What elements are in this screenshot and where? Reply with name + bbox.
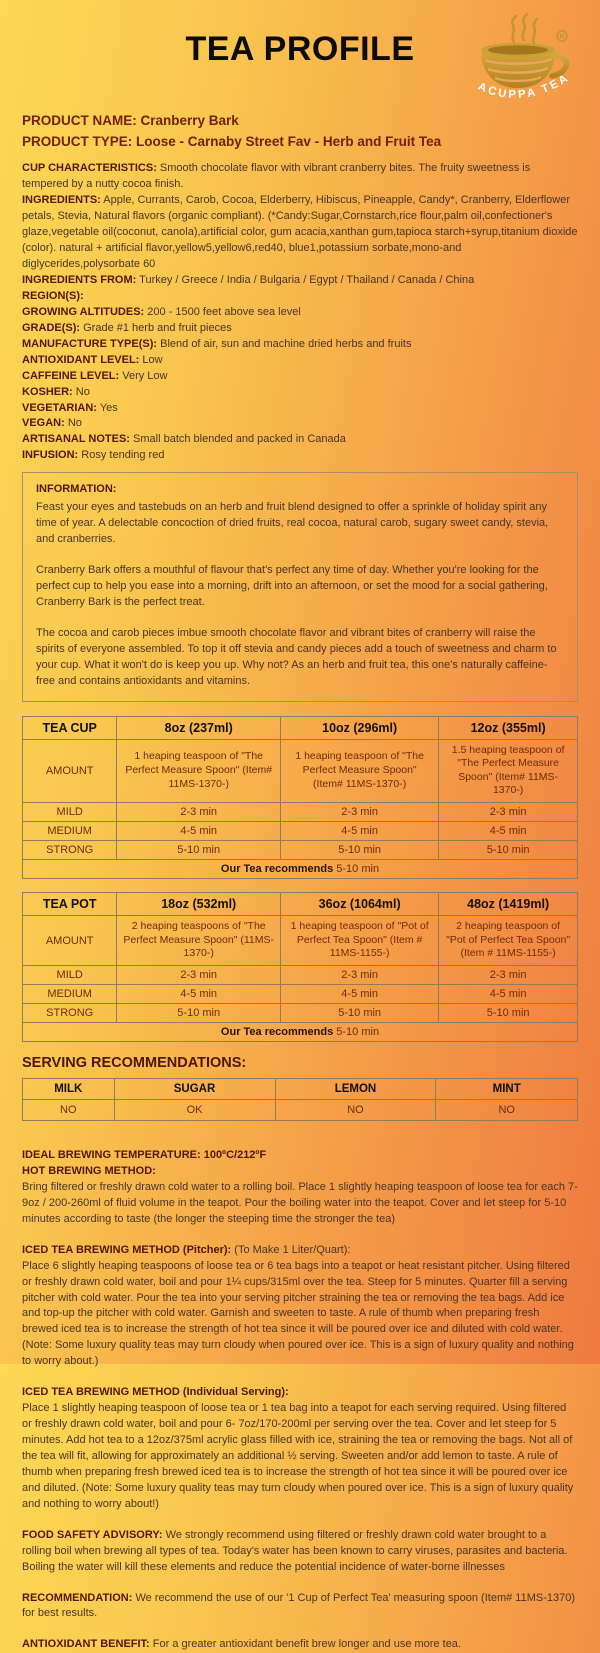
field-value: 200 - 1500 feet above sea level — [147, 305, 301, 318]
product-type-value: Loose - Carnaby Street Fav - Herb and Fruit Tea — [136, 134, 442, 150]
recommendation-row — [23, 1023, 578, 1042]
iced-tea-pitcher-heading — [22, 1243, 578, 1259]
steep-time-cell: 4-5 min — [281, 985, 439, 1004]
table-header-row — [23, 1079, 578, 1100]
field-grades — [22, 321, 578, 337]
serving-value: OK — [114, 1100, 275, 1121]
field-value: No — [67, 417, 82, 430]
size-header: 36oz (1064ml) — [281, 893, 439, 916]
logo-arc-text: ACUPPA TEA — [476, 71, 573, 102]
field-label: CAFFEINE LEVEL: — [22, 369, 120, 382]
size-header: 18oz (532ml) — [117, 893, 281, 916]
steep-time-cell: 4-5 min — [117, 822, 281, 841]
steep-time-cell: 2-3 min — [439, 803, 578, 822]
information-box — [22, 472, 578, 701]
recommend-bold: Our Tea recommends — [220, 1026, 334, 1039]
field-value: Apple, Currants, Carob, Cocoa, Elderberry, Hibiscus, Pineapple, Candy*, Cranberry, Elderflower petals, Stevia, Natural flavors (organic compliant). (*Candy:Sugar,Cornstarch,rice flour,palm oil,confectioner's glaze,vegetable oil(coconut, canola),artificial color, gum acacia,xanthan gum,tapioca starch+syrup,titanium dioxide (color). natural + artificial flavor,yellow5,yellow6,red40, blue1,potassium sorbate,mono-and diglycerides,polysorbate 60 — [22, 194, 578, 271]
field-value: No — [75, 385, 90, 398]
size-header: 8oz (237ml) — [117, 716, 281, 739]
field-vegan — [22, 416, 578, 432]
iced-pitcher-heading-rest: (To Make 1 Liter/Quart): — [231, 1243, 351, 1256]
field-infusion — [22, 448, 578, 464]
field-value: Grade #1 herb and fruit pieces — [83, 321, 232, 334]
field-label: VEGETARIAN: — [22, 401, 97, 414]
serving-value: NO — [23, 1100, 115, 1121]
field-caffeine-level — [22, 369, 578, 385]
steep-time-cell: 5-10 min — [117, 1004, 281, 1023]
note-label: FOOD SAFETY ADVISORY: — [22, 1528, 163, 1541]
tea-cup-title-cell: TEA CUP — [23, 716, 117, 739]
serving-values-row — [23, 1100, 578, 1121]
size-header: 12oz (355ml) — [439, 716, 578, 739]
serving-header: SUGAR — [114, 1079, 275, 1100]
table-header-row — [23, 893, 578, 916]
field-label: CUP CHARACTERISTICS: — [22, 162, 157, 175]
field-value: Smooth chocolate flavor with vibrant cranberry bites. The fruity sweetness is tempered by a nutty cocoa finish. — [22, 162, 531, 191]
hot-brewing-method-heading: HOT BREWING METHOD: — [22, 1164, 156, 1177]
recommendation-note — [22, 1591, 578, 1623]
field-value: Yes — [99, 401, 118, 414]
field-label: KOSHER: — [22, 385, 73, 398]
tea-cup-table — [22, 716, 578, 880]
steep-time-cell: 2-3 min — [117, 966, 281, 985]
amount-row — [23, 916, 578, 966]
serving-value: NO — [436, 1100, 578, 1121]
row-label: MEDIUM — [23, 985, 117, 1004]
note-value: We strongly recommend using filtered or freshly drawn cold water brought to a rolling boil when brewing all types of tea. Today's water has been known to carry viruses, parasites and bacteria. Boiling the water will kill these elements and reduce the potential incidence of water-borne illnesses — [22, 1528, 568, 1573]
document-header — [22, 10, 578, 106]
field-value: Turkey / Greece / India / Bulgaria / Egypt / Thailand / Canada / China — [139, 274, 475, 286]
steep-time-cell: 4-5 min — [117, 985, 281, 1004]
product-type-label: PRODUCT TYPE: — [22, 134, 133, 150]
product-identity — [22, 112, 578, 151]
hot-brewing-method-body: Bring filtered or freshly drawn cold water to a rolling boil. Place 1 slightly heaping teaspoon of loose tea for each 7-9oz / 200-260ml of fluid volume in the teapot. Pour the boiling water into the teapot. Cover and let steep for 5-10 minutes according to taste (the longer the steeping time the stronger the tea) — [22, 1180, 578, 1225]
steep-time-cell: 5-10 min — [439, 841, 578, 860]
field-manufacture-type — [22, 337, 578, 353]
field-regions — [22, 289, 578, 305]
serving-header: LEMON — [275, 1079, 436, 1100]
steep-time-cell: 4-5 min — [281, 822, 439, 841]
mild-row — [23, 803, 578, 822]
recommendation-row — [23, 860, 578, 879]
strong-row — [23, 841, 578, 860]
steep-time-cell: 4-5 min — [439, 985, 578, 1004]
table-recommendation — [23, 860, 578, 879]
field-antioxidant-level — [22, 353, 578, 369]
steep-time-cell: 2-3 min — [281, 803, 439, 822]
size-header: 10oz (296ml) — [281, 716, 439, 739]
amount-cell: 2 heaping teaspoons of "The Perfect Measure Spoon" (11MS-1370-) — [117, 916, 281, 966]
field-label: ARTISANAL NOTES: — [22, 433, 130, 446]
brewing-methods — [22, 1148, 578, 1513]
note-label: ANTIOXIDANT BENEFIT: — [22, 1638, 150, 1651]
row-label: MILD — [23, 803, 117, 822]
field-label: MANUFACTURE TYPE(S): — [22, 337, 158, 350]
amount-cell: 2 heaping teaspoon of "Pot of Perfect Tea Spoon" (Item # 11MS-1155-) — [439, 916, 578, 966]
steam-icon — [512, 14, 537, 43]
strong-row — [23, 1004, 578, 1023]
amount-cell: 1 heaping teaspoon of "Pot of Perfect Tea Spoon" (Item # 11MS-1155-) — [281, 916, 439, 966]
size-header: 48oz (1419ml) — [439, 893, 578, 916]
iced-tea-pitcher-body: Place 6 slightly heaping teaspoons of loose tea or 6 tea bags into a teapot or heat resistant pitcher. Using filtered or freshly drawn cold water, boil and pour 1¼ cups/315ml over the tea. Steep for 5 minutes. Quarter fill a serving pitcher with cold water. Pour the tea into your serving pitcher straining the tea or removing the tea bags. Add ice and top-up the pitcher with cold water. Garnish and sweeten to taste. A rule of thumb when preparing fresh brewed iced tea is to increase the strength of hot tea since it will be poured over ice and diluted with cold water. (Note: Some luxury quality teas may turn cloudy when poured over ice. This is a sign of luxury quality and nothing to worry about.) — [22, 1259, 574, 1368]
row-label: AMOUNT — [23, 916, 117, 966]
field-cup-characteristics — [22, 161, 578, 193]
serving-value: NO — [275, 1100, 436, 1121]
amount-cell: 1 heaping teaspoon of "The Perfect Measure Spoon" (Item# 11MS-1370-) — [281, 739, 439, 803]
note-value: We recommend the use of our '1 Cup of Perfect Tea' measuring spoon (Item# 11MS-1370) for best results. — [22, 1591, 576, 1620]
recommend-bold: Our Tea recommends — [220, 863, 334, 876]
steep-time-cell: 2-3 min — [117, 803, 281, 822]
field-label: GROWING ALTITUDES: — [22, 305, 145, 318]
field-value: Blend of air, sun and machine dried herbs and fruits — [160, 337, 412, 350]
product-name-label: PRODUCT NAME: — [22, 113, 137, 128]
information-paragraph-2: Cranberry Bark offers a mouthful of flavour that's perfect any time of day. Whether you're looking for the perfect cup to help you ease into a morning, drift into an afternoon, or set the mood for a social gathering, Cranberry Bark is the perfect treat. — [36, 564, 548, 608]
field-value: Small batch blended and packed in Canada — [133, 433, 346, 446]
field-artisanal-notes — [22, 432, 578, 448]
tea-pot-title-cell: TEA POT — [23, 893, 117, 916]
food-safety-advisory — [22, 1528, 578, 1576]
iced-tea-individual-heading: ICED TEA BREWING METHOD (Individual Serving): — [22, 1386, 289, 1399]
field-label: REGION(S): — [22, 289, 84, 302]
amount-cell: 1.5 heaping teaspoon of "The Perfect Measure Spoon" (Item# 11MS-1370-) — [439, 739, 578, 803]
teacup-logo-icon — [458, 12, 584, 108]
steep-time-cell: 2-3 min — [439, 966, 578, 985]
row-label: STRONG — [23, 841, 117, 860]
ideal-brewing-temperature: IDEAL BREWING TEMPERATURE: 100ºC/212ºF — [22, 1149, 267, 1162]
cup-bowl — [481, 43, 555, 88]
note-value: For a greater antioxidant benefit brew longer and use more tea. — [152, 1638, 461, 1651]
field-ingredients — [22, 193, 578, 273]
field-label: INFUSION: — [22, 449, 79, 462]
recommend-value: 5-10 min — [333, 1026, 380, 1039]
steep-time-cell: 5-10 min — [439, 1004, 578, 1023]
field-label: INGREDIENTS FROM: — [22, 274, 137, 286]
row-label: MEDIUM — [23, 822, 117, 841]
product-type-line — [22, 133, 578, 151]
steep-time-cell: 5-10 min — [281, 1004, 439, 1023]
attribute-list — [22, 161, 578, 464]
amount-row — [23, 739, 578, 803]
product-name-value: Cranberry Bark — [140, 113, 239, 128]
steep-time-cell: 4-5 min — [439, 822, 578, 841]
row-label: MILD — [23, 966, 117, 985]
field-ingredients-from — [22, 273, 578, 289]
iced-tea-individual-body: Place 1 slightly heaping teaspoon of loose tea or 1 tea bag into a teapot for each serving required. Using filtered or freshly drawn cold water, boil and pour 6- 7oz/170-200ml per serving over the tea. Cover and let steep for 5 minutes. Add hot tea to a 12oz/375ml acrylic glass filled with ice, straining the tea or removing the bags. Not all of the tea will fit, allowing for approximately an additional ½ serving. Sweeten and/or add lemon to taste. A rule of thumb when preparing fresh brewed iced tea is to increase the strength of hot tea since it will be poured over ice and diluted. (Note: Some luxury quality teas may turn cloudy when poured over ice. This is a sign of luxury quality and nothing to worry about!) — [22, 1402, 574, 1510]
field-vegetarian — [22, 401, 578, 417]
field-label: ANTIOXIDANT LEVEL: — [22, 353, 140, 366]
row-label: STRONG — [23, 1004, 117, 1023]
information-heading: INFORMATION: — [36, 483, 117, 496]
page-title: TEA PROFILE — [185, 30, 415, 68]
field-value: Rosy tending red — [81, 449, 165, 462]
field-label: VEGAN: — [22, 417, 65, 430]
table-header-row — [23, 716, 578, 739]
medium-row — [23, 822, 578, 841]
row-label: AMOUNT — [23, 739, 117, 803]
recommend-value: 5-10 min — [333, 863, 380, 876]
serving-header: MILK — [23, 1079, 115, 1100]
iced-pitcher-heading-bold: ICED TEA BREWING METHOD (Pitcher): — [22, 1243, 232, 1256]
information-paragraph-3: The cocoa and carob pieces imbue smooth chocolate flavor and vibrant bites of cranberry will raise the spirits of everyone assembled. To top it off stevia and candy pieces add a touch of sweetness and charm to your cup. What it won't do is keep you up. Why not? As an herb and fruit tea, this one's naturally caffeine-free and contains antioxidants and vitamins. — [36, 626, 557, 687]
steep-time-cell: 2-3 min — [281, 966, 439, 985]
serving-recommendations-table — [22, 1078, 578, 1121]
amount-cell: 1 heaping teaspoon of "The Perfect Measure Spoon" (Item# 11MS-1370-) — [117, 739, 281, 803]
serving-header: MINT — [436, 1079, 578, 1100]
medium-row — [23, 985, 578, 1004]
svg-text:R: R — [559, 34, 565, 41]
field-growing-altitudes — [22, 305, 578, 321]
steep-time-cell: 5-10 min — [281, 841, 439, 860]
tea-pot-table — [22, 892, 578, 1042]
registered-trademark-icon — [557, 31, 567, 41]
field-kosher — [22, 385, 578, 401]
field-label: GRADE(S): — [22, 321, 81, 334]
field-value: Very Low — [122, 369, 168, 382]
steep-time-cell: 5-10 min — [117, 841, 281, 860]
mild-row — [23, 966, 578, 985]
antioxidant-benefit-note — [22, 1637, 578, 1653]
product-name-line — [22, 112, 578, 130]
field-label: INGREDIENTS: — [22, 194, 101, 207]
serving-recommendations-heading: SERVING RECOMMENDATIONS: — [22, 1055, 247, 1072]
information-paragraph-1: Feast your eyes and tastebuds on an herb and fruit blend designed to offer a sprinkle of holiday spirit any time of year. A delectable concoction of dried fruits, real cocoa, natural carob, sugary sweet candy, stevia, and cranberries. — [36, 501, 549, 546]
note-label: RECOMMENDATION: — [22, 1591, 133, 1604]
field-value: Low — [142, 353, 163, 366]
table-recommendation — [23, 1023, 578, 1042]
